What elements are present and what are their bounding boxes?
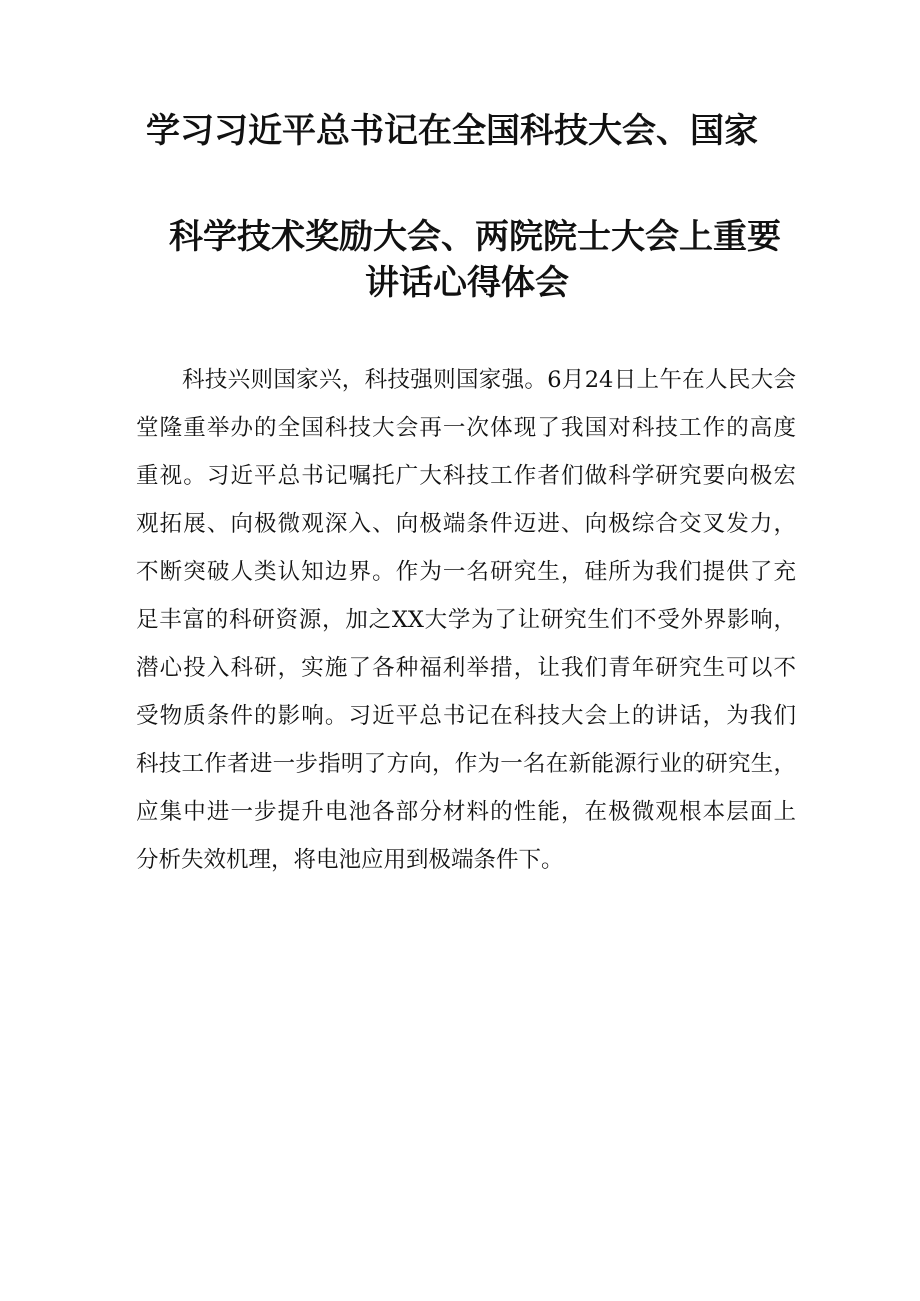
body-line-8: 受物质条件的影响。习近平总书记在科技大会上的讲话，为我们 — [136, 703, 796, 729]
body-line-3: 重视。习近平总书记嘱托广大科技工作者们做科学研究要向极宏 — [136, 463, 796, 489]
body-line-11: 分析失效机理，将电池应用到极端条件下。 — [136, 847, 564, 873]
body-line-5: 不断突破人类认知边界。作为一名研究生，硅所为我们提供了充 — [136, 559, 796, 585]
title-line-1: 学习习近平总书记在全国科技大会、国家 — [146, 111, 758, 151]
body-line-7: 潜心投入科研，实施了各种福利举措，让我们青年研究生可以不 — [136, 655, 796, 681]
body-line-1: 科技兴则国家兴，科技强则国家强。6月24日上午在人民大会 — [182, 367, 796, 393]
body-line-2: 堂隆重举办的全国科技大会再一次体现了我国对科技工作的高度 — [136, 415, 796, 441]
body-line-9: 科技工作者进一步指明了方向，作为一名在新能源行业的研究生， — [136, 751, 796, 777]
body-line-10: 应集中进一步提升电池各部分材料的性能，在极微观根本层面上 — [136, 799, 796, 825]
title-line-3: 讲话心得体会 — [365, 263, 569, 303]
body-line-4: 观拓展、向极微观深入、向极端条件迈进、向极综合交叉发力， — [136, 511, 796, 537]
title-line-2: 科学技术奖励大会、两院院士大会上重要 — [169, 217, 781, 257]
body-line-6: 足丰富的科研资源，加之XX大学为了让研究生们不受外界影响， — [136, 607, 796, 633]
body-paragraph — [136, 356, 796, 884]
